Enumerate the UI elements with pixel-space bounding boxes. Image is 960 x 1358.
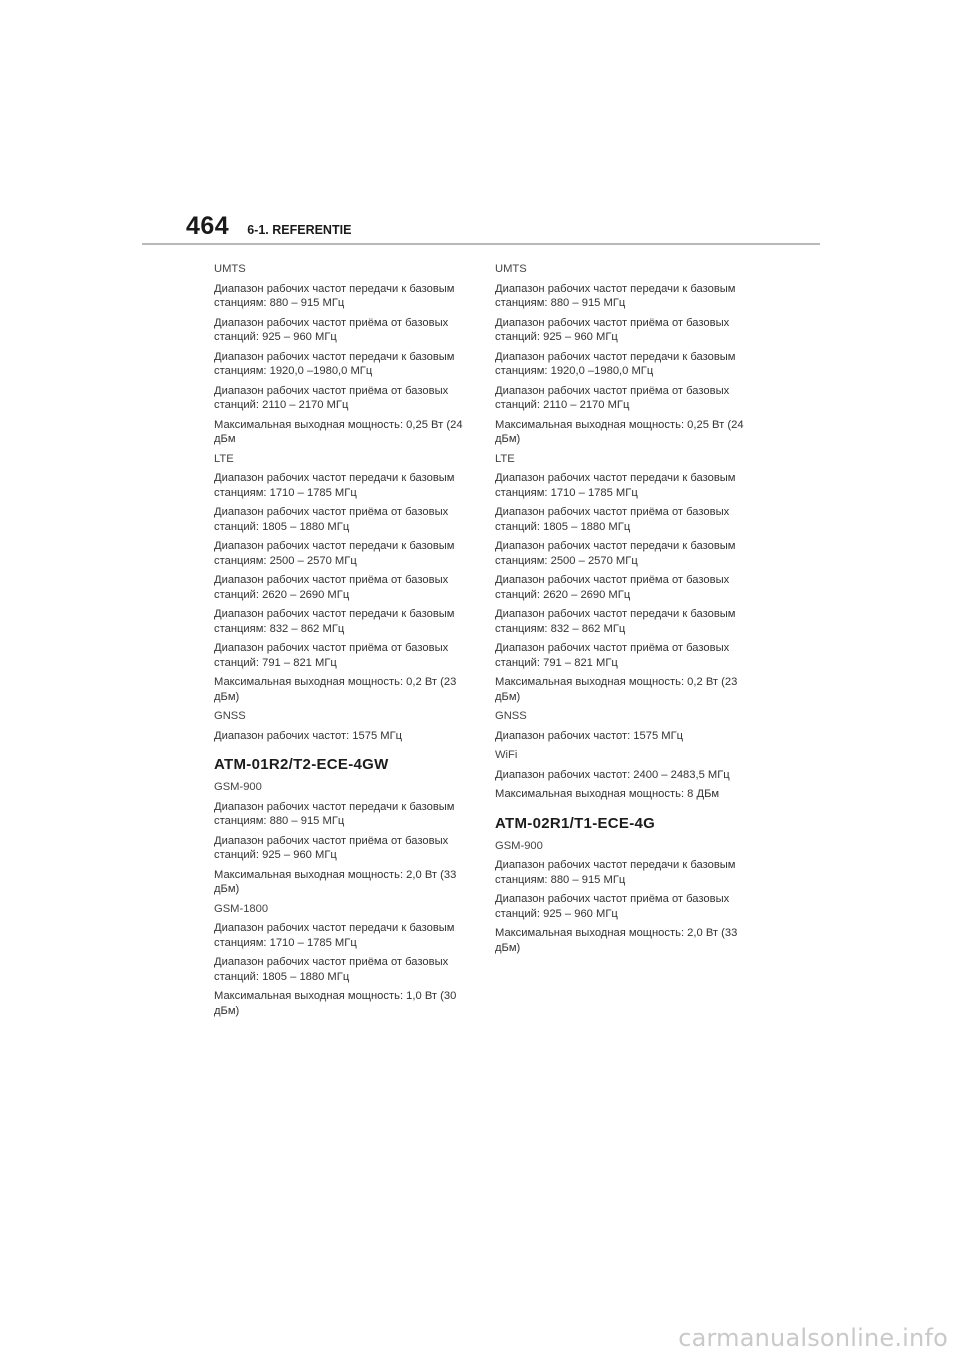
spec-line: Диапазон рабочих частот передачи к базовым станциям: 880 – 915 МГц [495,859,736,886]
spec-line: Диапазон рабочих частот приёма от базовых станций: 2110 – 2170 МГц [495,384,730,411]
right-column [495,262,751,960]
spec-line: Диапазон рабочих частот приёма от базовых станций: 925 – 960 МГц [214,316,449,343]
band-label: UMTS [495,263,527,275]
spec-line: Диапазон рабочих частот передачи к базовым станциям: 1710 – 1785 МГц [214,472,455,499]
spec-line: Диапазон рабочих частот передачи к базовым станциям: 1710 – 1785 МГц [495,472,736,499]
spec-line: Максимальная выходная мощность: 2,0 Вт (33 дБм) [495,927,738,954]
model-heading: ATM-02R1/T1-ECE-4G [495,814,656,832]
spec-line: Диапазон рабочих частот передачи к базовым станциям: 1920,0 –1980,0 МГц [495,350,736,377]
spec-line: Максимальная выходная мощность: 0,25 Вт (24 дБм) [495,418,744,445]
spec-line: Диапазон рабочих частот приёма от базовых станций: 925 – 960 МГц [495,893,730,920]
spec-line: Диапазон рабочих частот приёма от базовых станций: 2620 – 2690 МГц [495,574,730,601]
spec-line: Диапазон рабочих частот: 1575 МГц [495,729,684,742]
spec-line: Максимальная выходная мощность: 2,0 Вт (33 дБм) [214,868,457,895]
spec-line: Диапазон рабочих частот приёма от базовых станций: 2110 – 2170 МГц [214,384,449,411]
band-label: UMTS [214,263,246,275]
page-header [186,212,351,241]
band-label: GSM-900 [495,839,543,852]
spec-line: Диапазон рабочих частот передачи к базовым станциям: 1920,0 –1980,0 МГц [214,350,455,377]
spec-line: Максимальная выходная мощность: 8 ДБм [495,788,720,800]
band-label: GNSS [495,710,527,722]
spec-line: Диапазон рабочих частот приёма от базовых станций: 925 – 960 МГц [214,834,449,861]
spec-line: Диапазон рабочих частот: 2400 – 2483,5 МГц [495,768,730,781]
spec-line: Диапазон рабочих частот передачи к базовым станциям: 832 – 862 МГц [214,608,455,635]
spec-line: Диапазон рабочих частот: 1575 МГц [214,729,403,742]
band-label: GNSS [214,710,246,722]
spec-line: Диапазон рабочих частот передачи к базовым станциям: 2500 – 2570 МГц [495,540,736,567]
spec-line: Диапазон рабочих частот приёма от базовых станций: 1805 – 1880 МГц [214,506,449,533]
spec-line: Максимальная выходная мощность: 1,0 Вт (30 дБм) [214,990,457,1017]
left-column [214,262,470,1023]
spec-line: Диапазон рабочих частот передачи к базовым станциям: 1710 – 1785 МГц [214,922,455,949]
section-title: 6-1. REFERENTIE [247,223,352,237]
spec-line: Диапазон рабочих частот приёма от базовых станций: 1805 – 1880 МГц [214,956,449,983]
spec-line: Диапазон рабочих частот передачи к базовым станциям: 880 – 915 МГц [214,800,455,827]
spec-line: Диапазон рабочих частот передачи к базовым станциям: 832 – 862 МГц [495,608,736,635]
spec-line: Диапазон рабочих частот приёма от базовых станций: 2620 – 2690 МГц [214,574,449,601]
watermark-logo: carmanualsonline.info [678,1324,948,1352]
spec-line: Диапазон рабочих частот передачи к базовым станциям: 2500 – 2570 МГц [214,540,455,567]
spec-line: Диапазон рабочих частот приёма от базовых станций: 791 – 821 МГц [214,642,449,669]
page-number: 464 [186,212,230,240]
band-label: LTE [214,452,234,465]
spec-line: Максимальная выходная мощность: 0,2 Вт (23 дБм) [495,676,738,703]
band-label: GSM-900 [214,781,262,793]
model-heading: ATM-01R2/T2-ECE-4GW [214,756,389,773]
band-label: WiFi [495,749,518,761]
spec-line: Максимальная выходная мощность: 0,25 Вт (24 дБм [214,418,463,445]
spec-line: Максимальная выходная мощность: 0,2 Вт (23 дБм) [214,676,457,703]
spec-line: Диапазон рабочих частот приёма от базовых станций: 925 – 960 МГц [495,316,730,343]
spec-line: Диапазон рабочих частот передачи к базовым станциям: 880 – 915 МГц [495,282,736,309]
band-label: LTE [495,452,515,465]
band-label: GSM-1800 [214,902,269,915]
spec-line: Диапазон рабочих частот приёма от базовых станций: 791 – 821 МГц [495,642,730,669]
spec-line: Диапазон рабочих частот приёма от базовых станций: 1805 – 1880 МГц [495,506,730,533]
spec-line: Диапазон рабочих частот передачи к базовым станциям: 880 – 915 МГц [214,282,455,309]
header-divider [142,243,820,245]
